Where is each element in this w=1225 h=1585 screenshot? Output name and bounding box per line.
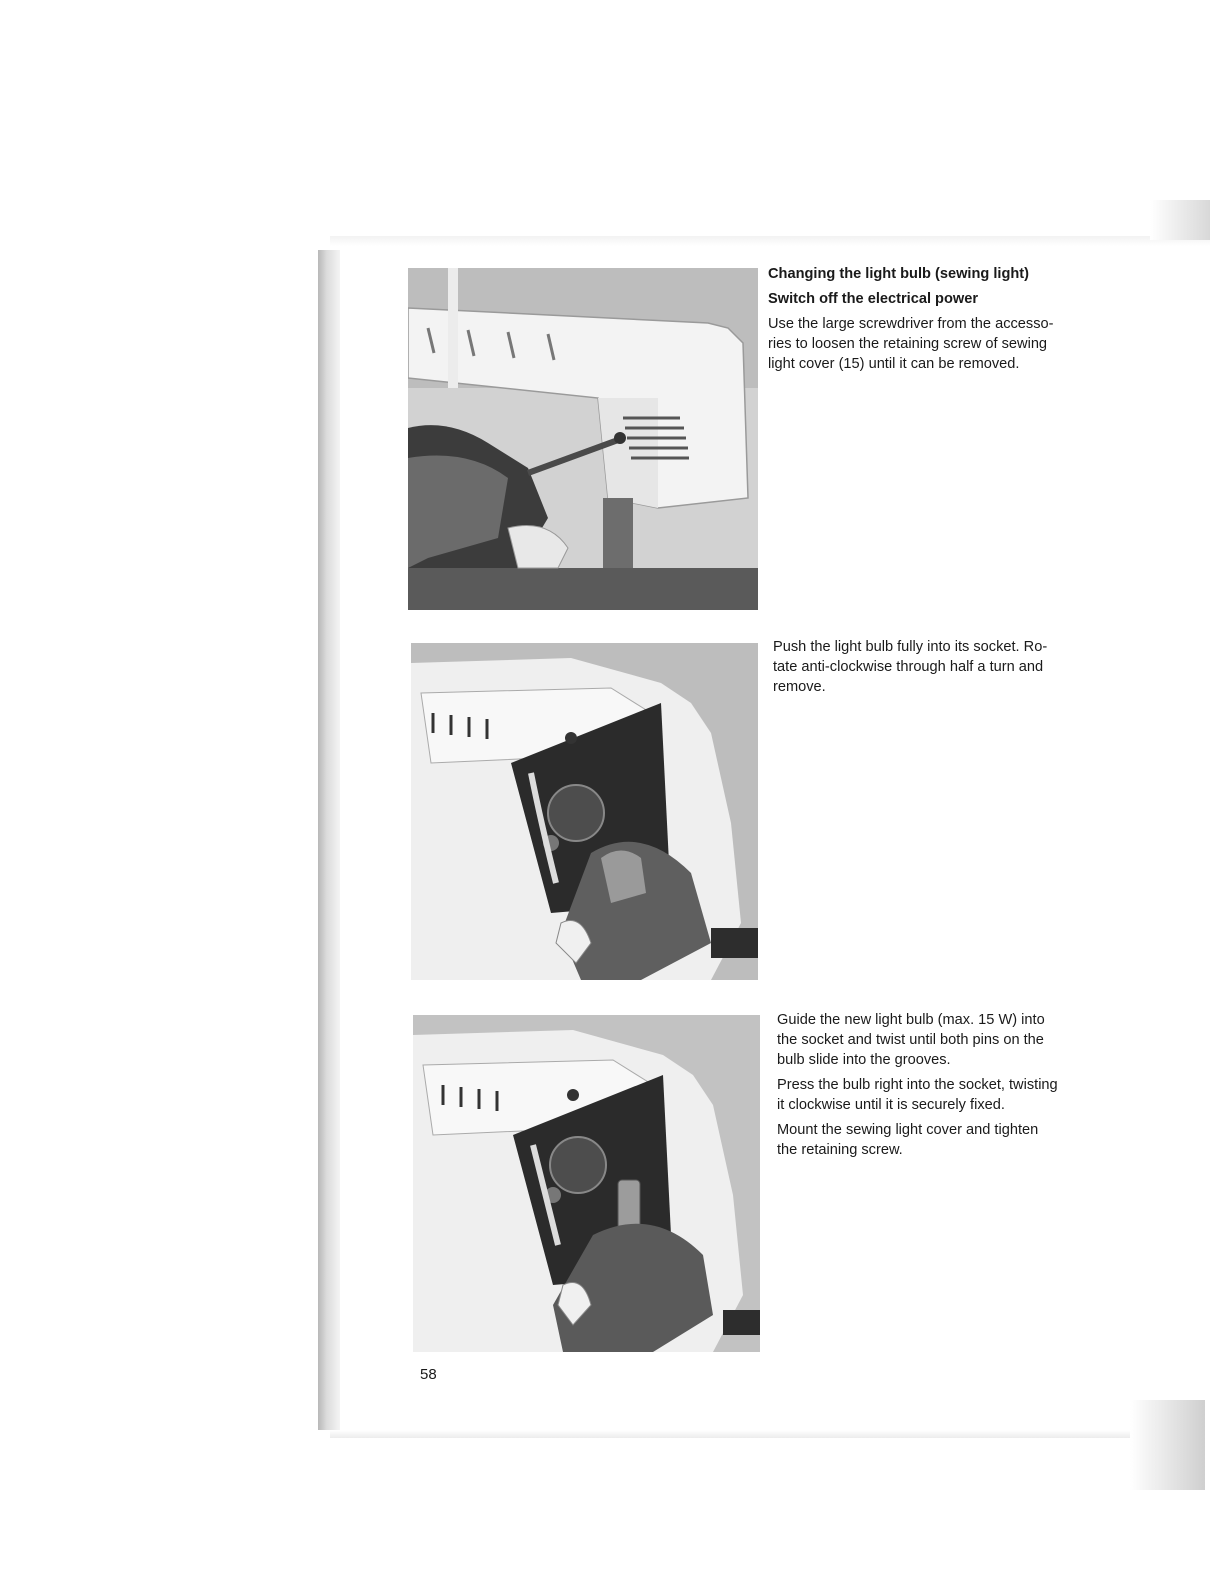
section-body: Use the large screwdriver from the accesso- ries to loosen the retaining screw of sewing light cover (15) until it can be removed. — [768, 316, 1054, 372]
section-paragraph: Mount the sewing light cover and tighten the retaining screw. — [777, 1122, 1039, 1158]
section-paragraph: Guide the new light bulb (max. 15 W) into the socket and twist until both pins on the bulb slide into the grooves. — [777, 1012, 1045, 1068]
section-subheading: Switch off the electrical power — [768, 291, 979, 307]
section-paragraph: Press the bulb right into the socket, twisting it clockwise until it is securely fixed. — [777, 1077, 1058, 1113]
section-body: Push the light bulb fully into its socket. Ro- tate anti-clockwise through half a turn and remove. — [773, 639, 1048, 695]
photo-remove-bulb — [411, 643, 758, 980]
scan-shadow-top — [1150, 200, 1210, 240]
photo-remove-cover-illustration — [408, 268, 758, 610]
scan-shadow-bottom — [1130, 1400, 1205, 1490]
photo-install-bulb — [413, 1015, 760, 1352]
photo-remove-cover — [408, 268, 758, 610]
section-install-bulb — [777, 1010, 1117, 1165]
page-number: 58 — [420, 1366, 437, 1383]
page-binding-edge — [318, 250, 340, 1430]
section-remove-bulb — [773, 637, 1113, 702]
section-heading: Changing the light bulb (sewing light) — [768, 266, 1030, 282]
photo-remove-bulb-illustration — [411, 643, 758, 980]
section-remove-cover — [768, 264, 1108, 379]
page-bottom-edge — [330, 1430, 1200, 1438]
photo-install-bulb-illustration — [413, 1015, 760, 1352]
page-top-edge — [330, 236, 1210, 246]
